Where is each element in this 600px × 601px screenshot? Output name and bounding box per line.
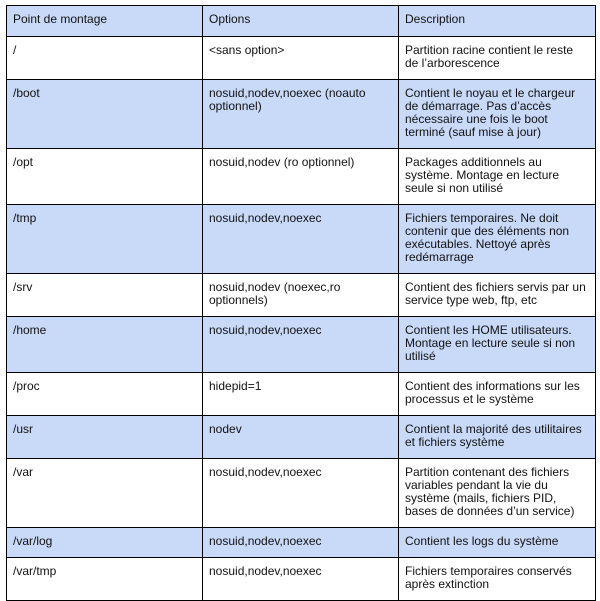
table-row — [7, 528, 596, 558]
cell-description: Contient des fichiers servis par un service type web, ftp, etc — [399, 274, 596, 317]
cell-description: Contient des informations sur les processus et le système — [399, 373, 596, 416]
header-description: Description — [399, 6, 596, 37]
cell-description: Contient le noyau et le chargeur de démarrage. Pas d’accès nécessaire une fois le boot terminé (sauf mise à jour) — [399, 80, 596, 149]
cell-mount-point: /var — [7, 459, 203, 528]
cell-options: nosuid,nodev,noexec — [203, 317, 399, 373]
mount-table-container — [6, 5, 595, 601]
cell-mount-point: /opt — [7, 149, 203, 205]
cell-options: nodev — [203, 416, 399, 459]
table-row — [7, 558, 596, 601]
cell-description: Contient les logs du système — [399, 528, 596, 558]
cell-description: Contient les HOME utilisateurs. Montage en lecture seule si non utilisé — [399, 317, 596, 373]
header-mount-point: Point de montage — [7, 6, 203, 37]
table-row — [7, 274, 596, 317]
table-row — [7, 37, 596, 80]
cell-mount-point: /proc — [7, 373, 203, 416]
cell-options: nosuid,nodev (ro optionnel) — [203, 149, 399, 205]
cell-options: nosuid,nodev,noexec — [203, 459, 399, 528]
cell-options: hidepid=1 — [203, 373, 399, 416]
cell-description: Fichiers temporaires. Ne doit contenir que des éléments non exécutables. Nettoyé après redémarrage — [399, 205, 596, 274]
table-row — [7, 317, 596, 373]
table-row — [7, 80, 596, 149]
table-row — [7, 205, 596, 274]
cell-mount-point: /boot — [7, 80, 203, 149]
cell-description: Fichiers temporaires conservés après extinction — [399, 558, 596, 601]
table-header-row — [7, 6, 596, 37]
cell-mount-point: /home — [7, 317, 203, 373]
table-row — [7, 459, 596, 528]
cell-mount-point: /tmp — [7, 205, 203, 274]
cell-options: nosuid,nodev,noexec — [203, 558, 399, 601]
cell-description: Packages additionnels au système. Montage en lecture seule si non utilisé — [399, 149, 596, 205]
cell-mount-point: /srv — [7, 274, 203, 317]
header-options: Options — [203, 6, 399, 37]
cell-options: nosuid,nodev,noexec (noauto optionnel) — [203, 80, 399, 149]
cell-description: Partition contenant des fichiers variables pendant la vie du système (mails, fichiers PID, bases de données d’un service) — [399, 459, 596, 528]
cell-mount-point: / — [7, 37, 203, 80]
cell-options: nosuid,nodev,noexec — [203, 528, 399, 558]
cell-options: nosuid,nodev (noexec,ro optionnels) — [203, 274, 399, 317]
table-row — [7, 373, 596, 416]
cell-options: nosuid,nodev,noexec — [203, 205, 399, 274]
cell-description: Partition racine contient le reste de l’arborescence — [399, 37, 596, 80]
cell-mount-point: /var/log — [7, 528, 203, 558]
cell-mount-point: /usr — [7, 416, 203, 459]
mount-options-table — [6, 5, 596, 601]
table-row — [7, 149, 596, 205]
table-row — [7, 416, 596, 459]
cell-options: <sans option> — [203, 37, 399, 80]
cell-description: Contient la majorité des utilitaires et fichiers système — [399, 416, 596, 459]
cell-mount-point: /var/tmp — [7, 558, 203, 601]
